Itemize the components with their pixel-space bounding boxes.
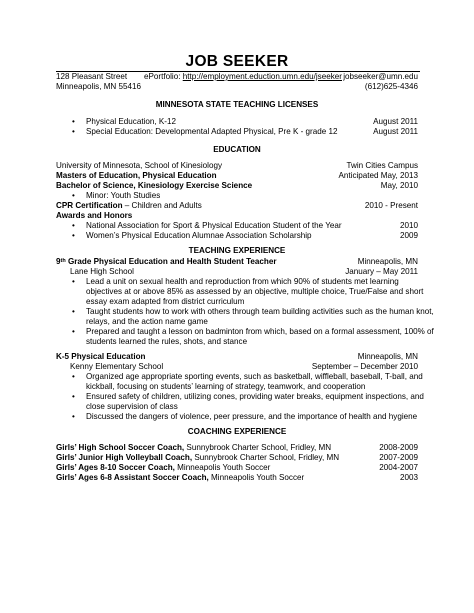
job1-title-rest: Grade Physical Education and Health Student Teacher — [65, 257, 277, 266]
job2-bullet2-line2: close supervision of class — [86, 402, 178, 411]
coaching-date-4: 2003 — [399, 473, 418, 482]
education-heading: EDUCATION — [213, 145, 261, 154]
bullet-icon: • — [72, 117, 75, 126]
job1-title-sup: th — [60, 258, 66, 264]
bullet-icon: • — [72, 191, 75, 200]
email-link[interactable]: jobseeker@umn.edu — [343, 72, 418, 81]
job1-bullet3-line1: Prepared and taught a lesson on badminton from which, based on a formal assessment, 100% of — [86, 327, 434, 336]
bullet-icon: • — [72, 127, 75, 136]
award-date-1: 2010 — [399, 221, 418, 230]
education-campus: Twin Cities Campus — [346, 161, 418, 170]
degree-masters: Masters of Education, Physical Education — [56, 171, 217, 180]
award-date-2: 2009 — [399, 231, 418, 240]
job2-bullet1-line2: kickball, focusing on students’ learning of strategy, teamwork, and cooperation — [86, 382, 366, 391]
minor: Minor: Youth Studies — [86, 191, 161, 200]
bullet-icon: • — [72, 277, 75, 286]
coaching-org: Sunnybrook Charter School, Fridley, MN — [192, 453, 340, 462]
coaching-heading: COACHING EXPERIENCE — [187, 427, 287, 436]
coaching-title: Girls’ High School Soccer Coach, — [56, 443, 185, 452]
job2-dates: September – December 2010 — [311, 362, 418, 371]
award-item-1: National Association for Sport & Physical Education Student of the Year — [86, 221, 342, 230]
cpr-label: CPR Certification — [56, 201, 123, 210]
job2-school: Kenny Elementary School — [70, 362, 164, 371]
bullet-icon: • — [72, 327, 75, 336]
coaching-org: Minneapolis Youth Soccer — [208, 473, 305, 482]
education-school: University of Minnesota, School of Kinesiology — [56, 161, 223, 170]
coaching-item-1 — [56, 443, 331, 453]
eportfolio-label: ePortfolio: — [144, 72, 183, 81]
candidate-name: JOB SEEKER — [185, 53, 289, 70]
coaching-item-4 — [56, 473, 304, 483]
bullet-icon: • — [72, 307, 75, 316]
degree-bachelors: Bachelor of Science, Kinesiology Exercise Science — [56, 181, 253, 190]
teaching-heading: TEACHING EXPERIENCE — [188, 246, 286, 255]
address-line-2: Minneapolis, MN 55416 — [56, 82, 142, 91]
cpr-detail: – Children and Adults — [122, 201, 202, 210]
coaching-title: Girls’ Ages 8-10 Soccer Coach, — [56, 463, 175, 472]
degree-masters-date: Anticipated May, 2013 — [338, 171, 418, 180]
job1-title — [56, 257, 277, 267]
cpr-date: 2010 - Present — [364, 201, 418, 210]
coaching-date-3: 2004-2007 — [379, 463, 418, 472]
license-item-2: Special Education: Developmental Adapted Physical, Pre K - grade 12 — [86, 127, 338, 136]
job1-title-num: 9 — [56, 257, 61, 266]
job2-bullet1-line1: Organized age appropriate sporting events, such as basketball, wiffleball, baseball, T-ball, and — [86, 372, 423, 381]
job1-bullet1-line3: essay exam adapted from district curriculum — [86, 297, 245, 306]
license-date-1: August 2011 — [373, 117, 418, 126]
job1-bullet2-line1: Taught students how to work with others through team building activities such as the human knot, — [86, 307, 434, 316]
job1-bullet2-line2: relays, and the action name game — [86, 317, 208, 326]
address-line-1: 128 Pleasant Street — [56, 72, 128, 81]
job1-bullet1-line2: objectives at or above 85% as assessed by an objective, multiple choice, True/False and short — [86, 287, 424, 296]
eportfolio — [144, 72, 342, 82]
coaching-date-2: 2007-2009 — [379, 453, 418, 462]
job2-location: Minneapolis, MN — [357, 352, 418, 361]
job1-bullet1-line1: Lead a unit on sexual health and reproduction from which 90% of students met learning — [86, 277, 399, 286]
license-item-1: Physical Education, K-12 — [86, 117, 176, 126]
license-date-2: August 2011 — [373, 127, 418, 136]
job1-dates: January – May 2011 — [345, 267, 418, 276]
licenses-heading: MINNESOTA STATE TEACHING LICENSES — [155, 100, 319, 109]
job1-bullet3-line2: students learned the rules, shots, and stance — [86, 337, 248, 346]
job2-bullet2-line1: Ensured safety of children, utilizing cones, providing water breaks, equipment inspections, and — [86, 392, 424, 401]
eportfolio-link[interactable]: http://employment.eduction.umn.edu/jseeker — [182, 72, 342, 81]
job1-school: Lane High School — [70, 267, 134, 276]
award-item-2: Women’s Physical Education Alumnae Association Scholarship — [86, 231, 312, 240]
coaching-org: Sunnybrook Charter School, Fridley, MN — [184, 443, 332, 452]
coaching-org: Minneapolis Youth Soccer — [174, 463, 271, 472]
coaching-date-1: 2008-2009 — [379, 443, 418, 452]
coaching-item-2 — [56, 453, 339, 463]
job2-bullet3-line1: Discussed the dangers of violence, peer pressure, and the importance of health and hygiene — [86, 412, 418, 421]
bullet-icon: • — [72, 231, 75, 240]
bullet-icon: • — [72, 372, 75, 381]
coaching-item-3 — [56, 463, 270, 473]
bullet-icon: • — [72, 412, 75, 421]
bullet-icon: • — [72, 392, 75, 401]
coaching-title: Girls’ Junior High Volleyball Coach, — [56, 453, 193, 462]
awards-heading: Awards and Honors — [56, 211, 133, 220]
job1-location: Minneapolis, MN — [357, 257, 418, 266]
coaching-title: Girls’ Ages 6-8 Assistant Soccer Coach, — [56, 473, 209, 482]
bullet-icon: • — [72, 221, 75, 230]
degree-bachelors-date: May, 2010 — [380, 181, 418, 190]
cpr-certification — [56, 201, 202, 211]
phone-number: (612)625-4346 — [364, 82, 418, 91]
job2-title: K-5 Physical Education — [56, 352, 146, 361]
